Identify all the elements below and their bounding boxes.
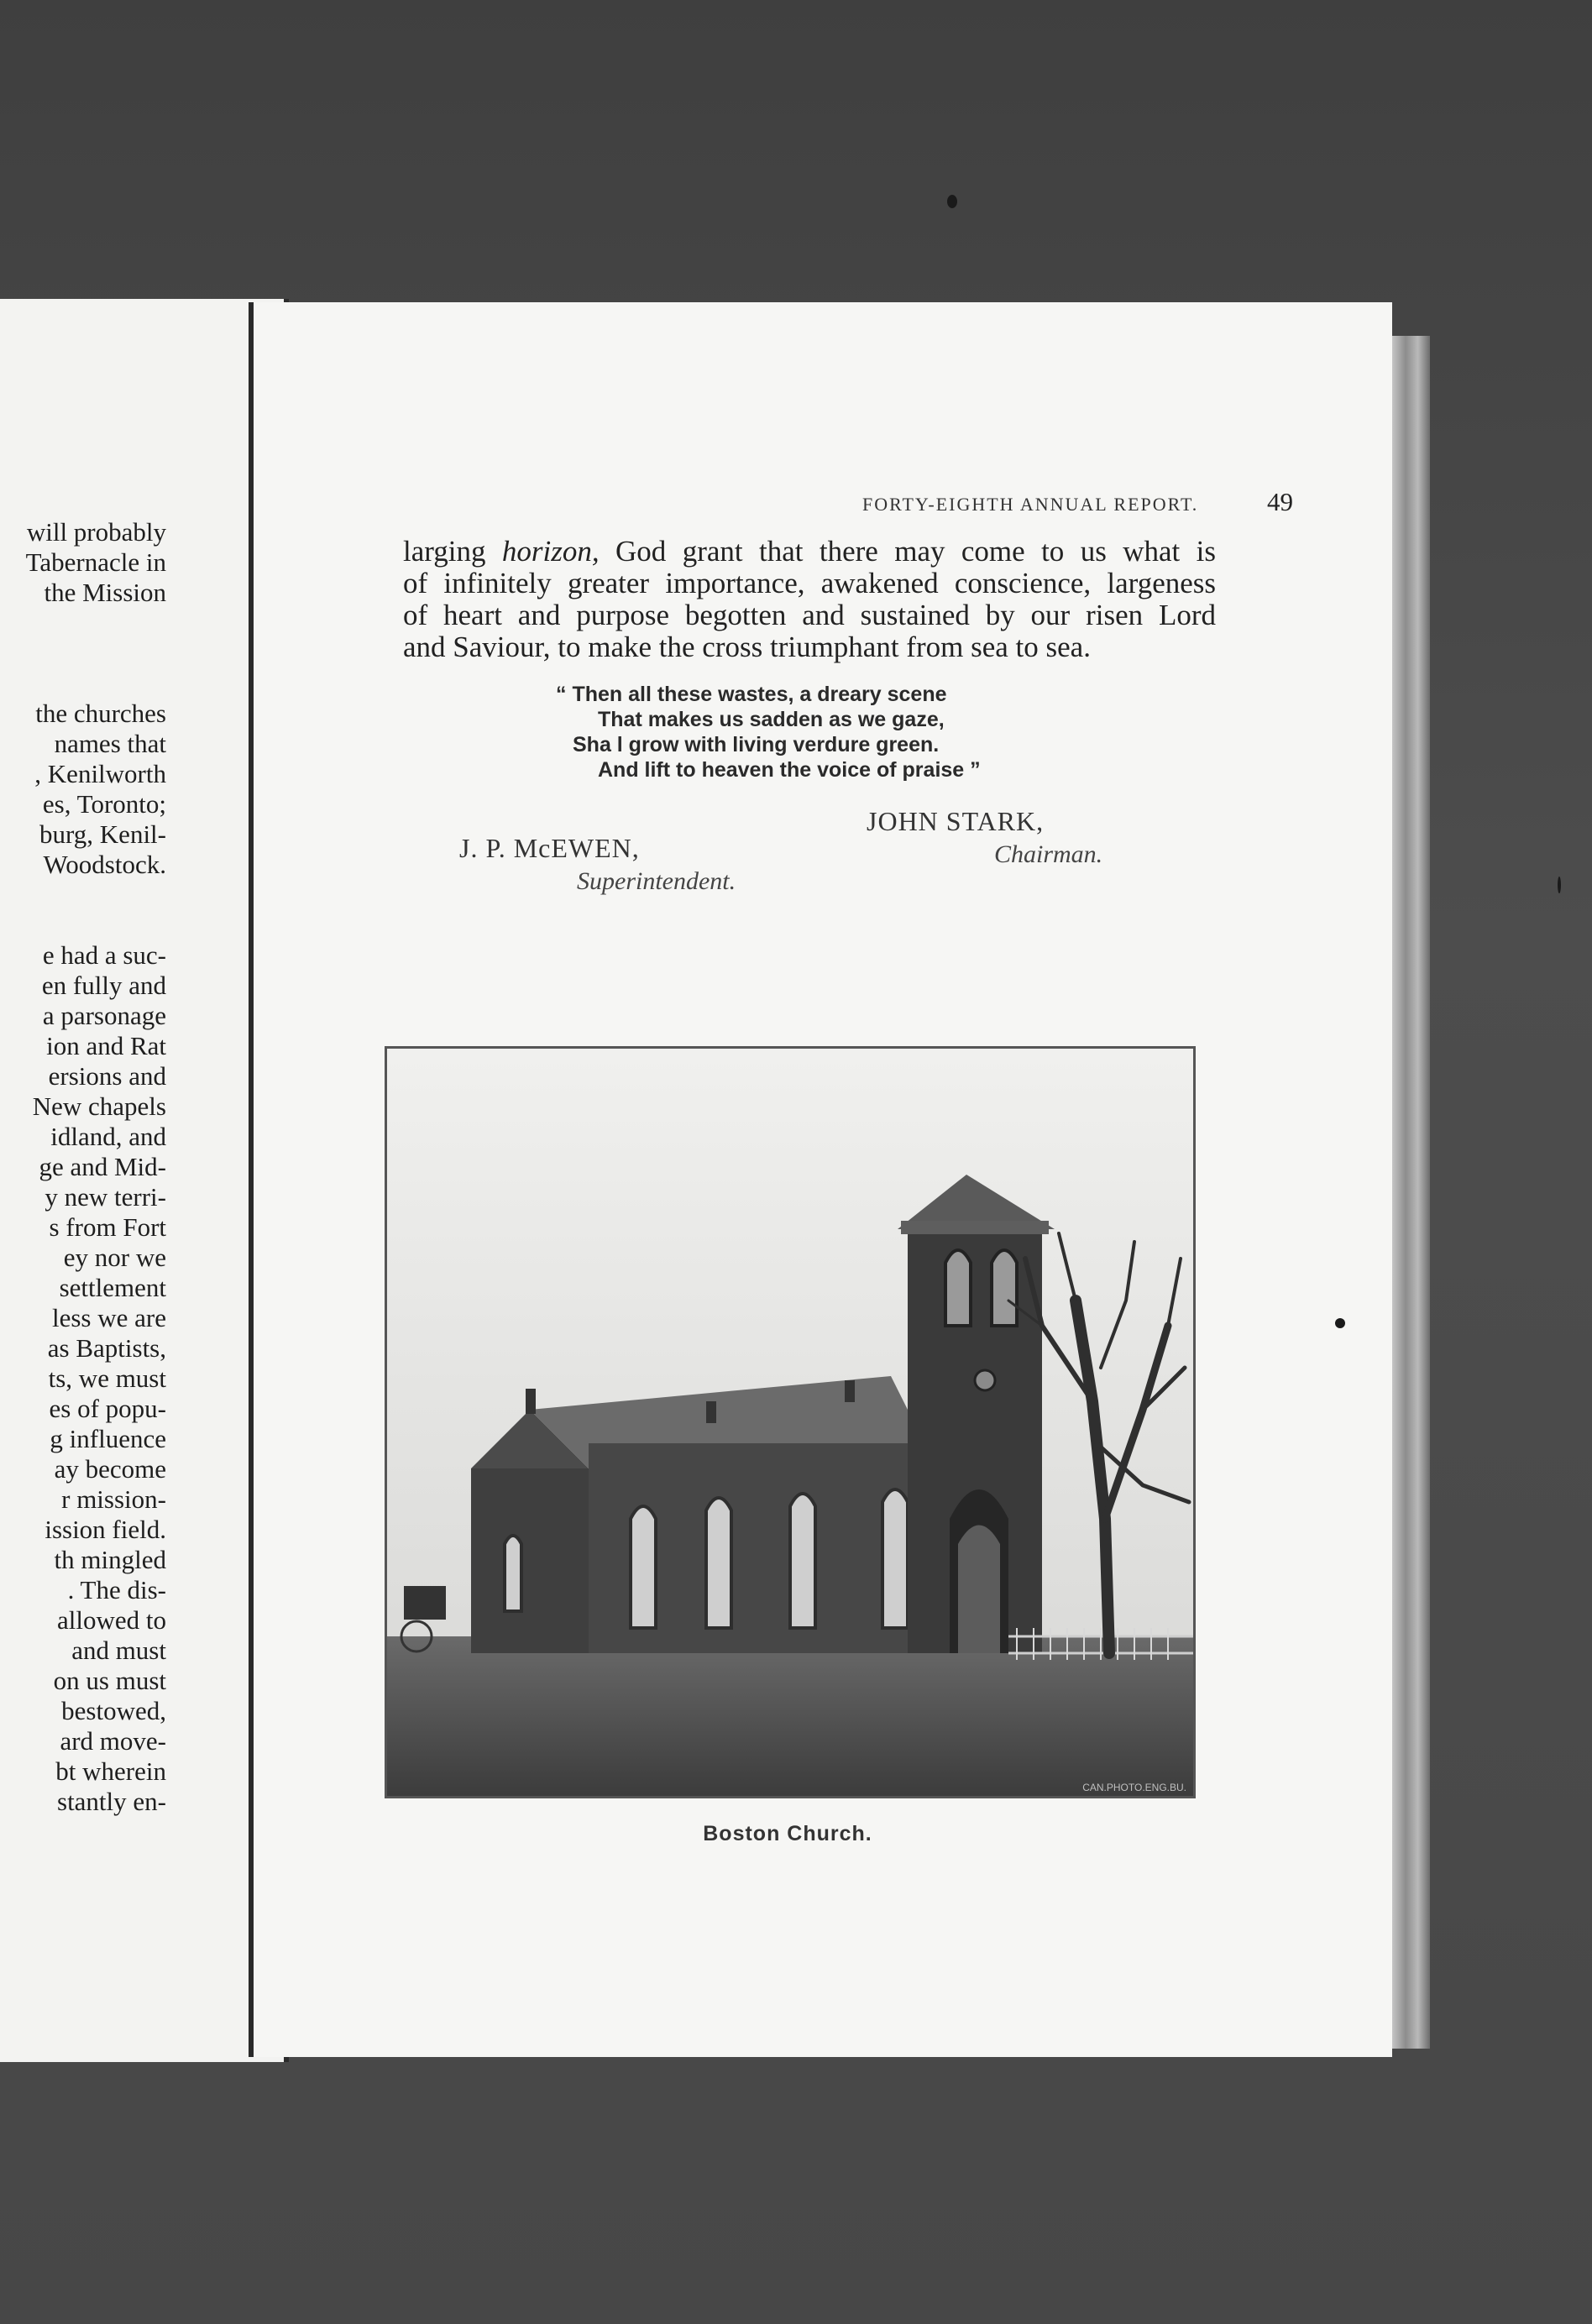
church-photograph <box>385 1046 1196 1798</box>
body-line: and Saviour, to make the cross triumphant from sea to sea. <box>403 631 1091 663</box>
body-italic-word: horizon, <box>501 535 600 568</box>
poem-line: That makes us sadden as we gaze, <box>598 708 945 731</box>
left-page-line: allowed to <box>57 1605 166 1635</box>
left-page-line: g influence <box>50 1424 166 1453</box>
left-page-line: the churches <box>35 699 166 728</box>
left-page-line: en fully and <box>41 971 166 1000</box>
poem-line: “ Then all these wastes, a dreary scene <box>556 683 947 706</box>
left-page-line: less we are <box>52 1303 166 1332</box>
left-page-line: , Kenilworth <box>34 759 166 788</box>
church-illustration <box>387 1049 1193 1796</box>
left-page-line: ission field. <box>45 1515 166 1544</box>
poem-line: Sha l grow with living verdure green. <box>573 733 940 756</box>
left-page-line: names that <box>54 729 166 758</box>
signature-superintendent <box>459 833 736 896</box>
left-page-line: e had a suc- <box>42 940 166 970</box>
left-page-line: es of popu- <box>49 1394 166 1423</box>
body-line <box>403 536 1216 568</box>
page-number: 49 <box>1267 487 1293 516</box>
page-header <box>606 487 1293 521</box>
photo-credit: CAN.PHOTO.ENG.BU. <box>1082 1782 1186 1793</box>
left-page-line: y new terri- <box>45 1182 166 1212</box>
left-page-line: and must <box>71 1636 166 1665</box>
left-page-line: Woodstock. <box>43 850 166 879</box>
left-page-line: ts, we must <box>48 1364 166 1393</box>
left-page-line: r mission- <box>61 1484 166 1514</box>
body-line: of heart and purpose begotten and sustained by our risen Lord <box>403 599 1216 631</box>
left-page-line: ersions and <box>48 1061 166 1091</box>
left-page-text <box>0 517 166 1817</box>
left-page-line: a parsonage <box>42 1001 166 1030</box>
scan-speck <box>1335 1318 1345 1328</box>
left-page-line: on us must <box>53 1666 166 1695</box>
signature-chairman <box>867 806 1102 869</box>
left-page-line: burg, Kenil- <box>39 819 166 849</box>
left-page-line <box>0 608 166 638</box>
running-head: FORTY-EIGHTH ANNUAL REPORT. <box>862 494 1199 515</box>
poem-line: And lift to heaven the voice of praise ” <box>598 758 981 782</box>
left-page-line: idland, and <box>50 1122 166 1151</box>
left-page-line: as Baptists, <box>47 1333 166 1363</box>
left-page-line <box>0 880 166 910</box>
left-page-line: will probably <box>26 517 166 547</box>
figure-caption: Boston Church. <box>703 1822 872 1845</box>
body-text-fragment: God grant that there may come to us what is <box>599 535 1216 568</box>
left-facing-page <box>0 299 289 2062</box>
left-page-line: New chapels <box>32 1091 166 1121</box>
left-page-line: bt wherein <box>55 1756 166 1786</box>
left-page-line <box>0 910 166 940</box>
left-page-line: ion and Rat <box>46 1031 166 1060</box>
scan-speck <box>1558 877 1561 893</box>
left-page-line <box>0 638 166 668</box>
left-page-line: ay become <box>54 1454 166 1484</box>
left-page-line: es, Toronto; <box>42 789 166 819</box>
signature-title: Superintendent. <box>577 867 736 895</box>
left-page-line: bestowed, <box>61 1696 166 1725</box>
poem-quote <box>556 682 1144 783</box>
page-stack-edge <box>1390 336 1430 2049</box>
left-page-line: . The dis- <box>67 1575 166 1604</box>
left-page-line: th mingled <box>54 1545 166 1574</box>
signature-name: JOHN STARK, <box>867 806 1045 836</box>
scan-speck <box>947 195 957 208</box>
left-page-line: the Mission <box>44 578 166 607</box>
left-page-line: Tabernacle in <box>25 547 166 577</box>
left-page-line: ge and Mid- <box>39 1152 166 1181</box>
document-page <box>254 302 1392 2057</box>
left-page-line: ey nor we <box>63 1243 166 1272</box>
signature-name: J. P. McEWEN, <box>459 833 640 863</box>
left-page-line: s from Fort <box>49 1212 166 1242</box>
body-paragraph <box>403 536 1216 663</box>
left-page-line <box>0 668 166 699</box>
signature-title: Chairman. <box>994 840 1103 868</box>
left-page-line: stantly en- <box>57 1787 166 1816</box>
left-page-line: ard move- <box>60 1726 166 1756</box>
body-text-fragment: larging <box>403 535 502 568</box>
body-line: of infinitely greater importance, awakened conscience, largeness <box>403 567 1216 599</box>
left-page-line: settlement <box>59 1273 166 1302</box>
